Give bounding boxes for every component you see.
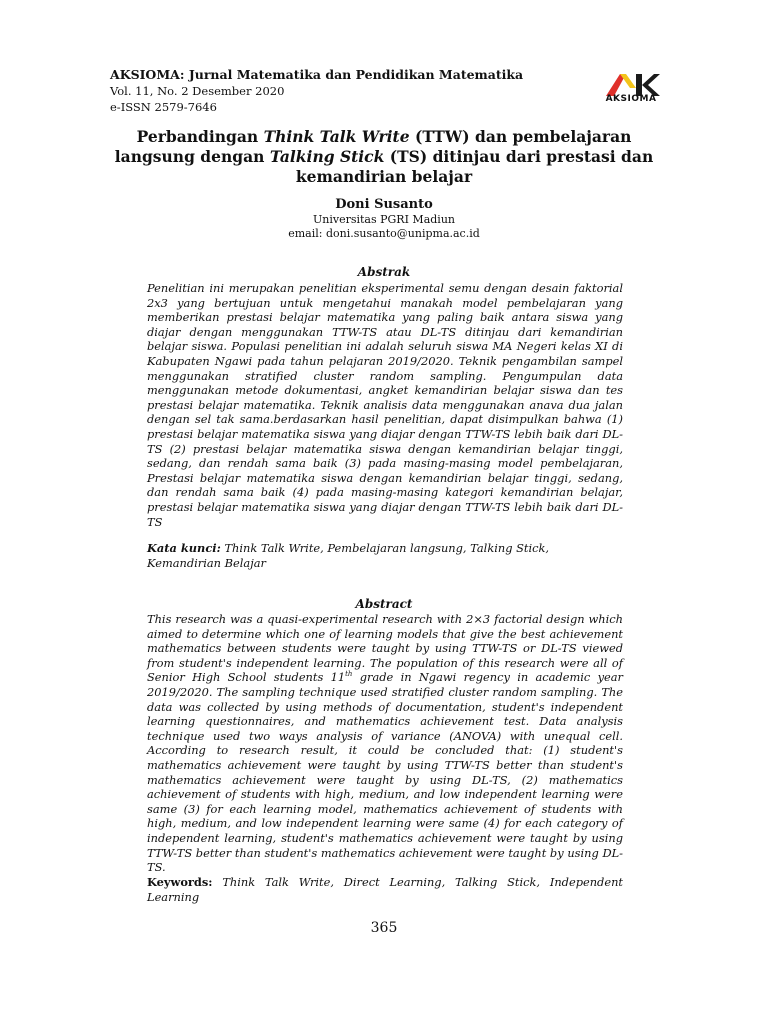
abstract-text: This research was a quasi-experimental research with 2×3 factorial design which aimed to determine which one of learning models that give the best achievement mathematics between students were taught by using TTW-TS or DL-TS viewed from student's independent learning. The population of this research were all of Senior High School students 11: [147, 612, 623, 685]
kata-kunci-text: Think Talk Write, Pembelajaran langsung, Talking Stick, Kemandirian Belajar: [147, 541, 550, 570]
author-email: email: doni.susanto@unipma.ac.id: [288, 227, 480, 240]
title-part: (TS) ditinjau dari prestasi dan kemandirian belajar: [295, 147, 654, 186]
abstrak-heading: Abstrak: [357, 265, 411, 279]
abstract-body: [147, 612, 623, 875]
keywords: [147, 875, 623, 904]
journal-volume: Vol. 11, No. 2 Desember 2020: [110, 84, 285, 98]
ordinal-superscript: th: [345, 670, 353, 679]
author-name: Doni Susanto: [335, 197, 433, 212]
title-part: Perbandingan: [136, 127, 264, 146]
author-affiliation: Universitas PGRI Madiun: [312, 213, 455, 226]
kata-kunci: [147, 541, 623, 570]
journal-header: [110, 67, 580, 115]
title-part: (TTW) dan pembelajaran langsung dengan: [114, 127, 632, 166]
title-italic: Think Talk Write: [263, 127, 410, 146]
abstract-heading: Abstract: [355, 597, 413, 611]
aksioma-logo-mark: [596, 72, 666, 96]
keywords-label: Keywords:: [147, 875, 213, 889]
logo-text: AKSIOMA: [605, 94, 657, 104]
keywords-text: Think Talk Write, Direct Learning, Talking Stick, Independent Learning: [147, 875, 624, 904]
journal-issn: e-ISSN 2579-7646: [110, 100, 217, 114]
aksioma-logo: [596, 72, 666, 108]
page-number: 365: [370, 920, 398, 936]
author-block: [110, 196, 658, 241]
abstrak-body: Penelitian ini merupakan penelitian eksperimental semu dengan desain faktorial 2x3 yang bertujuan untuk mengetahui manakah model pembelajaran yang memberikan prestasi belajar matematika yang paling baik antara siswa yang diajar dengan menggunakan TTW-TS atau DL-TS ditinjau dari kemandirian belajar siswa. Populasi penelitian ini adalah seluruh siswa MA Negeri kelas XI di Kabupaten Ngawi pada tahun pelajaran 2019/2020. Teknik pengambilan sampel menggunakan stratified cluster random sampling. Pengumpulan data menggunakan metode dokumentasi, angket kemandirian belajar siswa dan tes prestasi belajar matematika. Teknik analisis data menggunakan anava dua jalan dengan sel tak sama.berdasarkan hasil penelitian, dapat disimpulkan bahwa (1) prestasi belajar matematika siswa yang diajar dengan TTW-TS lebih baik dari DL-TS (2) prestasi belajar matematika siswa dengan kemandirian belajar tinggi, sedang, dan rendah sama baik (3) pada masing-masing model pembelajaran, Prestasi belajar matematika siswa dengan kemandirian belajar tinggi, sedang, dan rendah sama baik (4) pada masing-masing kategori kemandirian belajar, prestasi belajar matematika siswa yang diajar dengan TTW-TS lebih baik dari DL-TS: [147, 281, 623, 529]
abstract-text: grade in Ngawi regency in academic year 2019/2020. The sampling technique used stratified cluster random sampling. The data was collected by using methods of documentation, student's independent learning questionnaires, and mathematics achievement test. Data analysis technique used two ways analysis of variance (ANOVA) with unequal cell. According to research result, it could be concluded that: (1) student's mathematics achievement were taught by using TTW-TS better than student's mathematics achievement were taught by using DL-TS, (2) mathematics achievement of students with high, medium, and low independent learning were same (3) for each learning model, mathematics achievement of students with high, medium, and low independent learning were same (4) for each category of independent learning, student's mathematics achievement were taught by using TTW-TS better than student's mathematics achievement were taught by using DL-TS.: [147, 670, 624, 875]
paper-title: [110, 127, 658, 187]
title-italic: Talking Stick: [269, 147, 385, 166]
journal-name: AKSIOMA: Jurnal Matematika dan Pendidikan Matematika: [110, 67, 524, 82]
kata-kunci-label: Kata kunci:: [147, 541, 221, 555]
